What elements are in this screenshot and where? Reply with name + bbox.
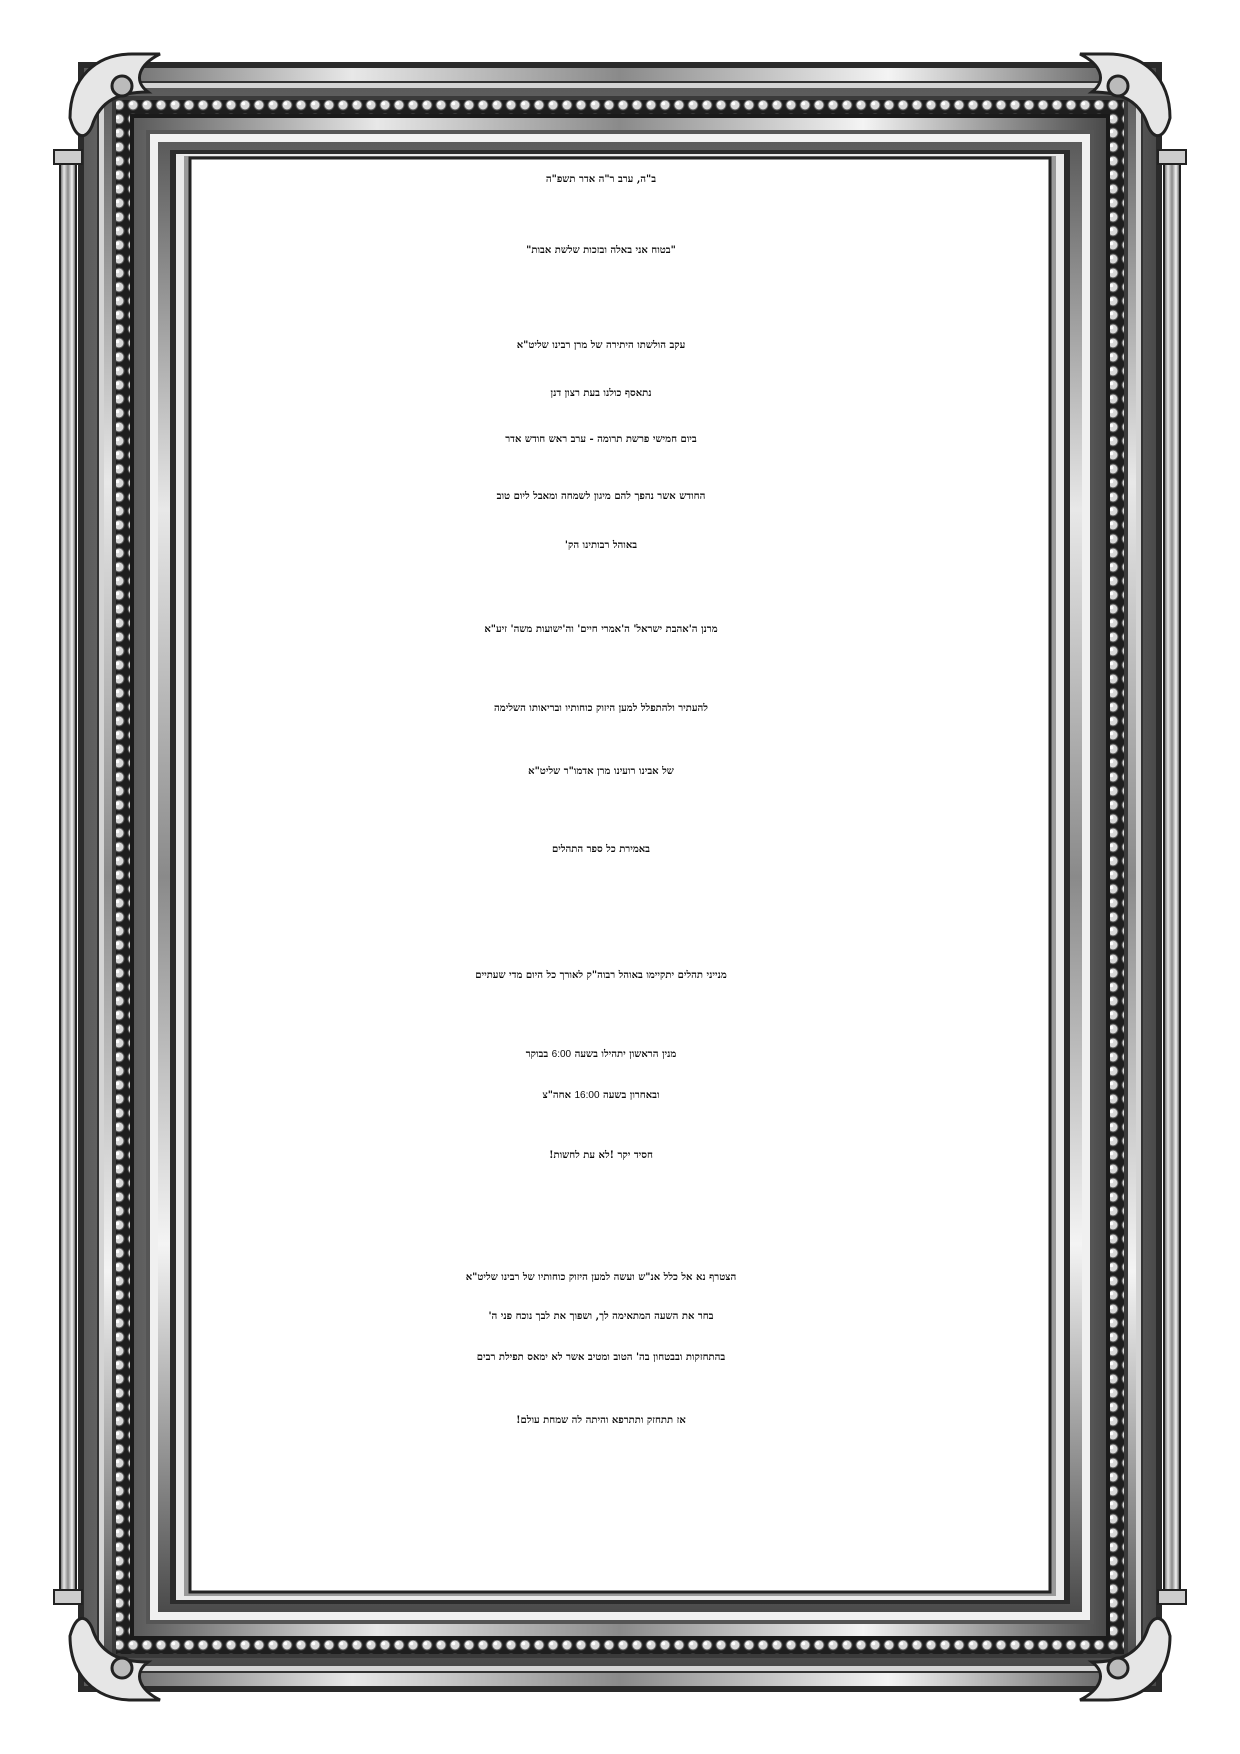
slogan-heading: חסיד יקר !לא עת לחשות! [549,1150,653,1161]
last-minyan-suffix: אחה"צ [542,1090,571,1101]
pray-line: להעתיר ולהתפלל למען היזוק כוחותיו ובריאותו השלימה [494,703,708,714]
last-minyan-line [194,1091,1008,1101]
tehillim-heading: באמירת כל ספר התהלים [552,844,650,855]
ohel-heading: באוהל רבותינו הק' [564,540,638,551]
first-minyan-suffix: בבוקר [525,1049,549,1060]
title-quote: "בטוח אני באלה ובזכות שלשת אבות" [526,245,676,256]
first-minyan-prefix: מנין הראשון יתהילו בשעה [574,1049,677,1060]
month-line: החודש אשר נהפך להם מיגון לשמחה ומאבל ליום טוב [496,491,706,502]
join-line: הצטרף נא אל כלל אנ"ש ועשה למען היזוק כוחותיו של רבינו שליט"א [465,1272,737,1283]
first-minyan-line [194,1050,1008,1060]
closing-heading: אז תתחזק ותתרפא והיתה לה שמחת עולם! [516,1415,686,1426]
rebbe-name-heading: של אבינו רועינו מרן אדמו"ר שליט"א [528,766,674,777]
following-line: עקב הולשתו היתירה של מרן רבינו שליט"א [516,340,686,351]
date-line: ב"ה, ערב ר"ה אדר תשפ"ה [545,174,657,185]
day-line: ביום חמישי פרשת תרומה - ערב ראש חודש אדר [505,434,697,445]
minyanim-line: מנייני תהלים יתקיימו באוהל רבוה"ק לאורך כל היום מדי שעתיים [475,970,727,981]
side-pillar-right [1158,150,1186,1604]
choose-line: בחר את השעה המתאימה לך, ושפוך את לבך נוכח פני ה' [488,1311,714,1322]
side-pillar-left [54,150,82,1604]
announcement-panel [194,161,1008,1547]
rebbes-line: מרנן ה'אהבת ישראל' ה'אמרי חיים' וה'ישועות משה' זיע"א [484,624,718,635]
faith-line: בהתחזקות ובבטחון בה' הטוב ומטיב אשר לא ימאס תפילת רבים [476,1352,726,1363]
last-minyan-prefix: ובאחרון בשעה [603,1090,660,1101]
gathered-line: נתאסף כולנו בעת רצון דנן [550,388,652,399]
last-minyan-time: 16:00 [574,1090,600,1101]
first-minyan-time: 6:00 [551,1049,572,1060]
